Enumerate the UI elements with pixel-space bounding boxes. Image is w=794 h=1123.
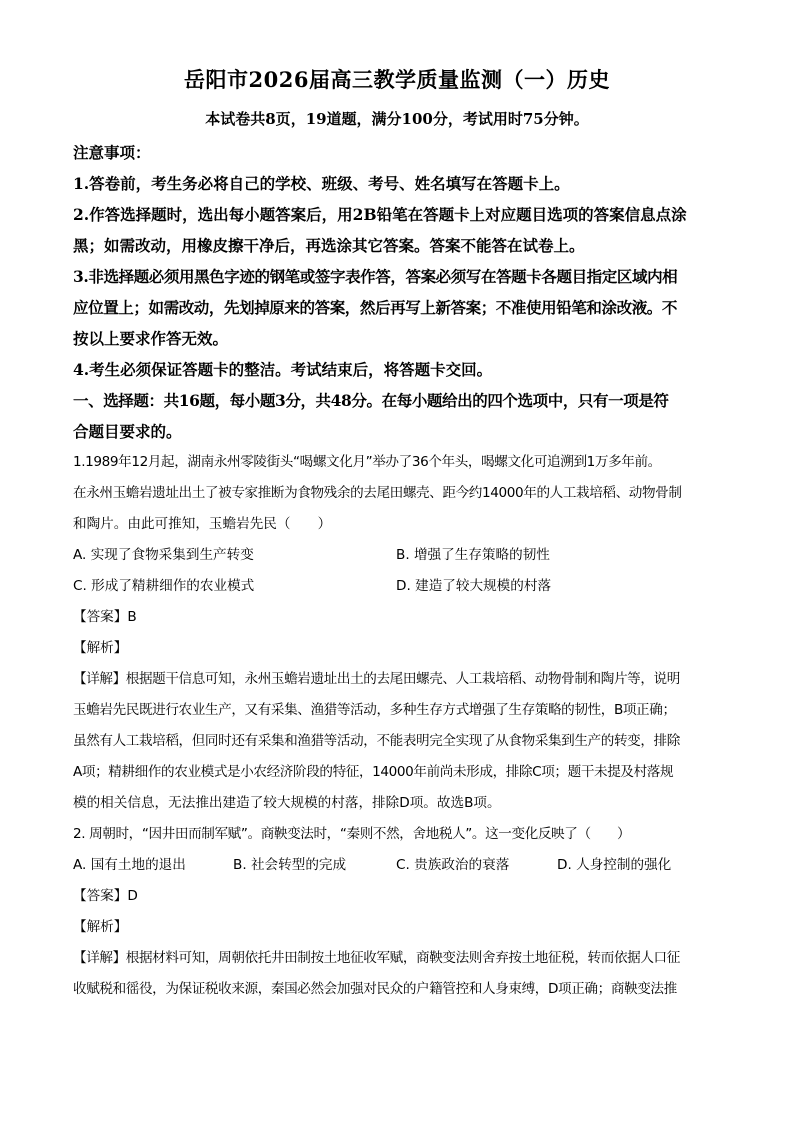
analysis-label: 【解析】 xyxy=(73,919,128,935)
exam-info: 本试卷共8页，19道题，满分100分，考试用时75分钟。 xyxy=(205,110,589,128)
detail-line: A项；精耕细作的农业模式是小农经济阶段的特征，14000年前尚未形成，排除C项；题干未提及村落规 xyxy=(73,764,674,780)
page-title: 岳阳市2026届高三教学质量监测（一）历史 xyxy=(184,67,610,92)
notice-line: 4.考生必须保证答题卡的整洁。考试结束后，将答题卡交回。 xyxy=(73,360,493,379)
notice-line: 黑；如需改动，用橡皮擦干净后，再选涂其它答案。答案不能答在试卷上。 xyxy=(73,236,585,255)
options-row xyxy=(73,540,723,571)
answer-label: 【答案】B xyxy=(73,609,137,625)
notice-heading: 注意事项： xyxy=(73,143,151,162)
options-row xyxy=(73,850,723,881)
question-stem: 1.1989年12月起，湖南永州零陵街头“喝螺文化月”举办了36个年头，喝螺文化可追溯到1万多年前。 xyxy=(73,454,661,470)
detail-line: 【详解】根据材料可知，周朝依托井田制按土地征收军赋，商鞅变法则舍弃按土地征税，转而依据人口征 xyxy=(73,950,680,966)
notice-line: 按以上要求作答无效。 xyxy=(73,329,229,348)
option-a: A. 实现了食物采集到生产转变 xyxy=(73,547,254,563)
option-b: B. 增强了生存策略的韧性 xyxy=(396,547,550,563)
question-stem: 和陶片。由此可推知，玉蟾岩先民（ ） xyxy=(73,516,332,532)
options-row xyxy=(73,571,723,602)
detail-line: 【详解】根据题干信息可知，永州玉蟾岩遗址出土的去尾田螺壳、人工栽培稻、动物骨制和陶片等，说明 xyxy=(73,671,680,687)
detail-line: 模的相关信息，无法推出建造了较大规模的村落，排除D项。故选B项。 xyxy=(73,795,501,811)
section-heading: 合题目要求的。 xyxy=(73,422,182,441)
option-c: C. 形成了精耕细作的农业模式 xyxy=(73,578,255,594)
question-stem: 在永州玉蟾岩遗址出土了被专家推断为食物残余的去尾田螺壳、距今约14000年的人工栽培稻、动物骨制 xyxy=(73,485,682,501)
option-c: C. 贵族政治的衰落 xyxy=(396,857,510,873)
notice-line: 3.非选择题必须用黑色字迹的钢笔或签字表作答，答案必须写在答题卡各题目指定区域内相 xyxy=(73,267,678,286)
notice-line: 应位置上；如需改动，先划掉原来的答案，然后再写上新答案；不准使用铅笔和涂改液。不 xyxy=(73,298,678,317)
exam-content xyxy=(73,137,723,1005)
detail-line: 玉蟾岩先民既进行农业生产，又有采集、渔猎等活动，多种生存方式增强了生存策略的韧性，B项正确； xyxy=(73,702,676,718)
option-a: A. 国有土地的退出 xyxy=(73,857,186,873)
detail-line: 收赋税和徭役，为保证税收来源，秦国必然会加强对民众的户籍管控和人身束缚，D项正确；商鞅变法推 xyxy=(73,981,677,997)
option-d: D. 人身控制的强化 xyxy=(557,857,672,873)
notice-line: 2.作答选择题时，选出每小题答案后，用2B铅笔在答题卡上对应题目选项的答案信息点涂 xyxy=(73,205,687,224)
section-heading: 一、选择题：共16题，每小题3分，共48分。在每小题给出的四个选项中，只有一项是符 xyxy=(73,391,669,410)
answer-label: 【答案】D xyxy=(73,888,138,904)
analysis-label: 【解析】 xyxy=(73,640,128,656)
option-b: B. 社会转型的完成 xyxy=(233,857,347,873)
option-d: D. 建造了较大规模的村落 xyxy=(396,578,552,594)
notice-line: 1.答卷前，考生务必将自己的学校、班级、考号、姓名填写在答题卡上。 xyxy=(73,174,570,193)
question-stem: 2. 周朝时，“因井田而制军赋”。商鞅变法时，“秦则不然，舍地税人”。这一变化反映了（ ） xyxy=(73,826,631,842)
detail-line: 虽然有人工栽培稻，但同时还有采集和渔猎等活动，不能表明完全实现了从食物采集到生产的转变，排除 xyxy=(73,733,680,749)
